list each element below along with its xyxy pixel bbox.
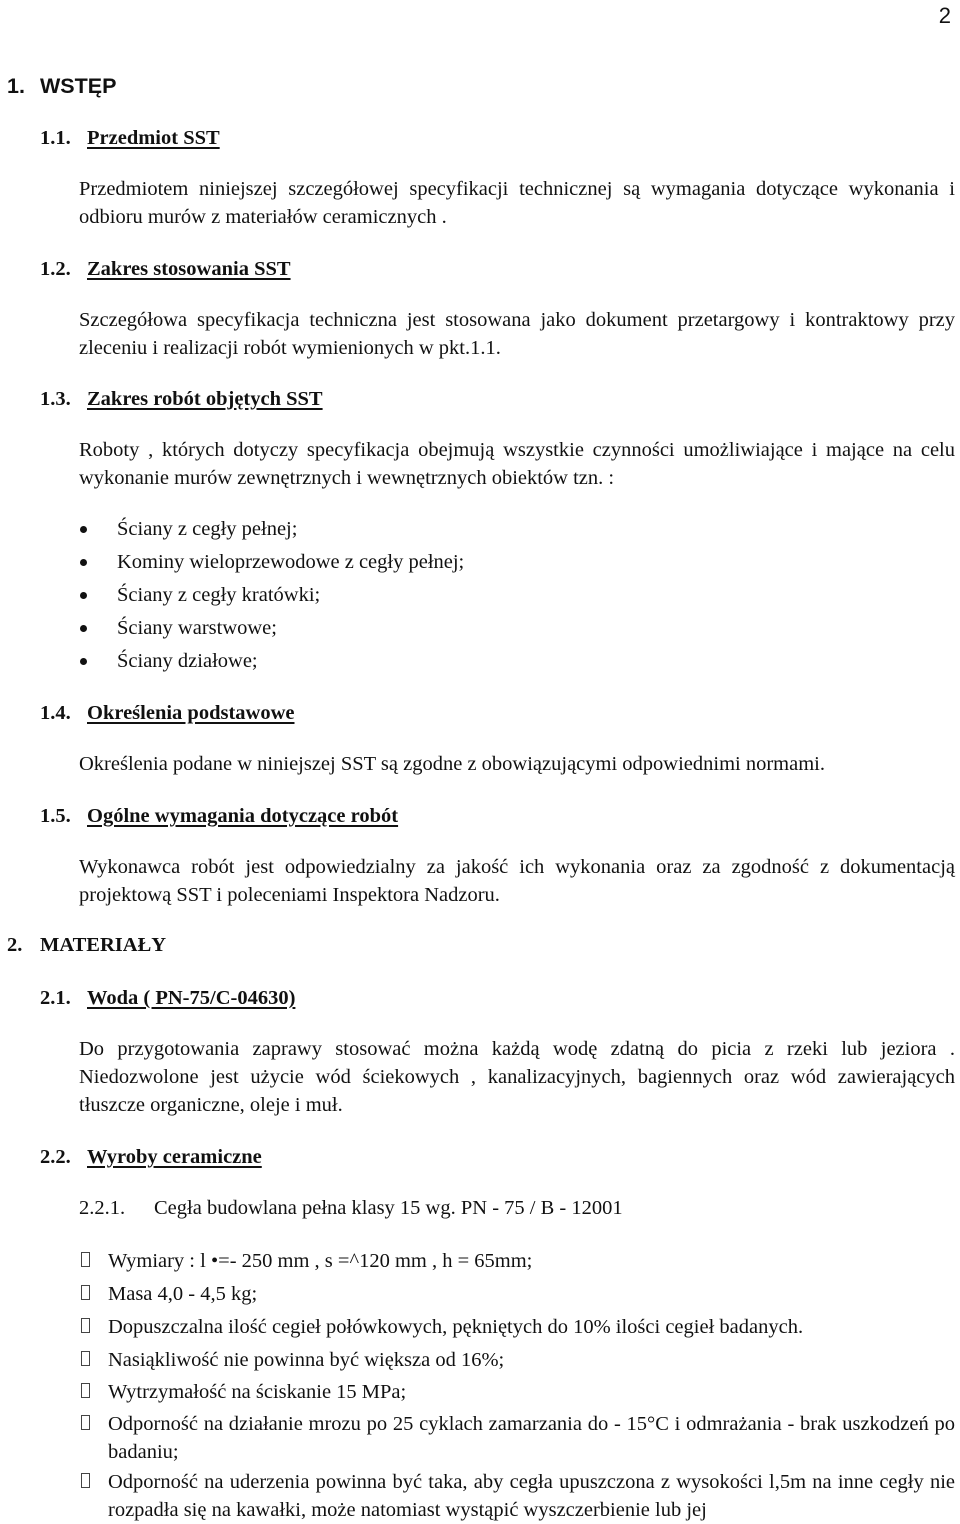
subsection-number: 1.2. (40, 258, 71, 280)
subsection-heading-2-1 (40, 984, 295, 1012)
section-title: WSTĘP (40, 74, 117, 98)
section-number: 1. (7, 74, 25, 98)
subsection-number: 2.1. (40, 987, 71, 1009)
subsection-number: 1.1. (40, 127, 71, 149)
subsection-title: Określenia podstawowe (87, 702, 295, 724)
subsection-heading-2-2 (40, 1143, 262, 1171)
section-title: MATERIAŁY (40, 934, 167, 956)
paragraph-1-1: Przedmiotem niniejszej szczegółowej specyfikacji technicznej są wymagania dotyczące wykonania i odbioru murów z materiałów ceramicznych . (79, 178, 955, 228)
paragraph-1-4: Określenia podane w niniejszej SST są zgodne z obowiązującymi odpowiednimi normami. (79, 753, 825, 775)
paragraph-1-3: Roboty , których dotyczy specyfikacja obejmują wszystkie czynności umożliwiające i mające na celu wykonanie murów zewnętrznych i wewnętrznych obiektów tzn. : (79, 439, 955, 489)
checkbox-square-icon (81, 1351, 90, 1366)
subsection-heading-1-5 (40, 802, 398, 830)
checkbox-square-icon (81, 1285, 90, 1300)
checkbox-square-icon (81, 1383, 90, 1398)
paragraph-1-5: Wykonawca robót jest odpowiedzialny za jakość ich wykonania oraz za zgodność z dokumentacją projektową SST i poleceniami Inspektora Nadzoru. (79, 856, 955, 906)
subsection-heading-1-4 (40, 699, 294, 727)
subsection-title: Zakres stosowania SST (87, 258, 291, 280)
checkbox-square-icon (81, 1252, 90, 1267)
subsection-heading-1-3 (40, 385, 323, 413)
subsection-number: 1.3. (40, 388, 71, 410)
checkbox-square-icon (81, 1473, 90, 1488)
subsubsection-heading-2-2-1 (79, 1194, 623, 1222)
bullet-icon (80, 592, 87, 599)
subsection-title: Zakres robót objętych SST (87, 388, 323, 410)
subsection-title: Ogólne wymagania dotyczące robót (87, 805, 399, 827)
subsubsection-number: 2.2.1. (79, 1197, 126, 1219)
subsection-title: Woda ( PN-75/C-04630) (87, 987, 296, 1009)
subsection-title: Przedmiot SST (87, 127, 220, 149)
bullet-icon (80, 559, 87, 566)
subsection-heading-1-1 (40, 124, 220, 152)
subsubsection-title: Cegła budowlana pełna klasy 15 wg. PN - 75 / B - 12001 (154, 1197, 623, 1219)
paragraph-2-1: Do przygotowania zaprawy stosować można każdą wodę zdatną do picia z rzeki lub jeziora . Niedozwolone jest użycie wód ściekowych , kanalizacyjnych, bagiennych oraz wód zawierających tłuszcze organiczne, oleje i muł. (79, 1038, 955, 1116)
subsection-number: 1.5. (40, 805, 71, 827)
bullet-icon (80, 658, 87, 665)
subsection-number: 1.4. (40, 702, 71, 724)
section-heading-1 (7, 72, 116, 100)
section-heading-2 (7, 931, 166, 959)
subsection-title: Wyroby ceramiczne (87, 1146, 262, 1168)
checkbox-square-icon (81, 1318, 90, 1333)
checkbox-square-icon (81, 1415, 90, 1430)
paragraph-1-2: Szczegółowa specyfikacja techniczna jest stosowana jako dokument przetargowy i kontraktowy przy zleceniu i realizacji robót wymienionych w pkt.1.1. (79, 309, 955, 359)
page-number: 2 (938, 3, 951, 28)
bullet-icon (80, 526, 87, 533)
bullet-icon (80, 625, 87, 632)
section-number: 2. (7, 934, 23, 956)
subsection-heading-1-2 (40, 255, 291, 283)
subsection-number: 2.2. (40, 1146, 71, 1168)
